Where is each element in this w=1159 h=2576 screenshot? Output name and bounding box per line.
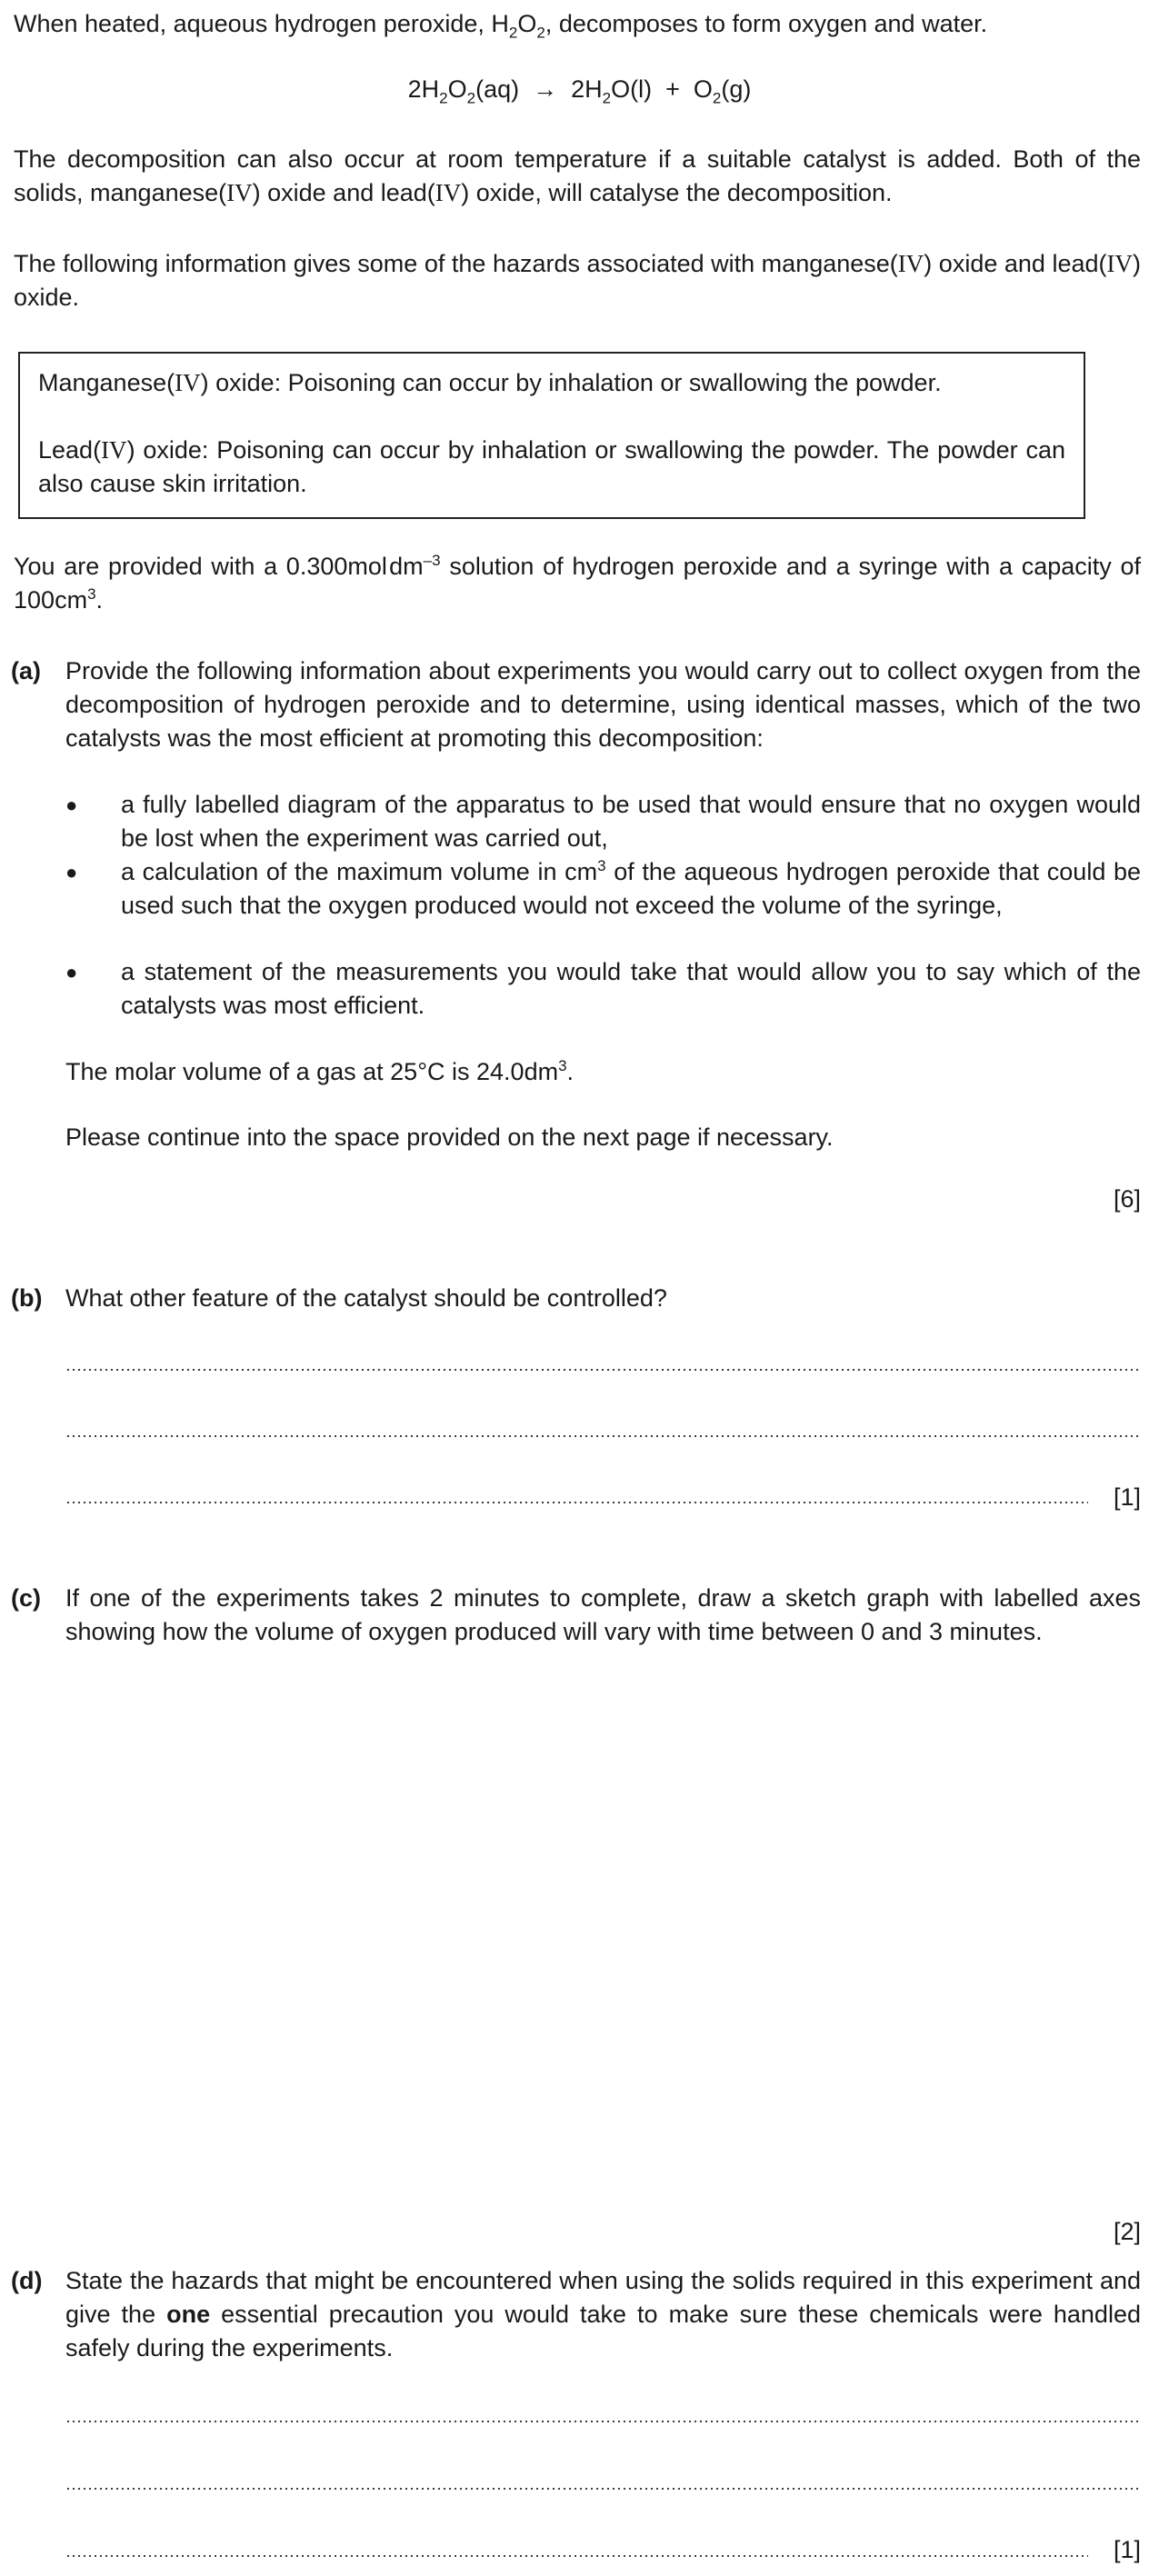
bullet-dot: ● — [65, 794, 78, 816]
provided-text: You are provided with a 0.300 — [14, 553, 348, 580]
question-c-text: If one of the experiments takes 2 minutes to complete, draw a sketch graph with labelled axes showing how the volume of oxygen produced will vary with time between 0 and 3 minutes. — [65, 1584, 1141, 1645]
eq-sub: 2 — [712, 89, 722, 107]
lead-hazard — [38, 434, 1065, 501]
eq-part: (g) — [721, 75, 752, 103]
bullet-dot: ● — [65, 961, 78, 983]
question-d-text — [65, 2264, 1141, 2365]
unit: cm — [55, 586, 88, 614]
question-a-label: (a) — [11, 657, 41, 684]
marks-c: [2] — [1113, 2218, 1141, 2245]
question-b-label: (b) — [11, 1284, 43, 1312]
eq-part: 2H — [407, 75, 440, 103]
intro-text: ) oxide and lead( — [252, 179, 435, 206]
roman-numeral: IV — [101, 436, 127, 464]
continue-note: Please continue into the space provided on the next page if necessary. — [65, 1123, 834, 1151]
question-a-text: Provide the following information about experiments you would carry out to collect oxygen from the decomposition of hydrogen peroxide and to determine, using identical masses, which of the two catalysts was the most efficient at promoting this decomposition: — [65, 657, 1141, 752]
intro-paragraph-3 — [14, 247, 1141, 315]
answer-line[interactable] — [65, 2421, 1141, 2422]
note-text: The molar volume of a gas at 25 — [65, 1058, 418, 1085]
answer-line[interactable] — [65, 2555, 1088, 2557]
hazard-info-box — [18, 352, 1085, 519]
unit: mol — [347, 553, 387, 580]
graph-answer-space[interactable] — [65, 1700, 1141, 2191]
marks-b: [1] — [1113, 1483, 1141, 1511]
emphasis: one — [166, 2301, 211, 2328]
marks-d: [1] — [1113, 2536, 1141, 2563]
roman-numeral: IV — [897, 250, 924, 277]
molar-volume-note — [65, 1055, 1141, 1089]
roman-numeral: IV — [435, 179, 462, 206]
bullet-text: of the aqueous hydrogen peroxide that could be used such that the oxygen produced would not exceed the volume of the syringe, — [121, 858, 1141, 919]
intro-text: When heated, aqueous hydrogen peroxide, H — [14, 10, 509, 37]
intro-text: ) oxide and lead( — [924, 250, 1107, 277]
answer-line[interactable] — [65, 1502, 1088, 1503]
intro-text: ) oxide, will catalyse the decomposition. — [461, 179, 893, 206]
hazard-text: ) oxide: Poisoning can occur by inhalation or swallowing the powder. — [200, 369, 942, 396]
hazard-text: ) oxide: Poisoning can occur by inhalation or swallowing the powder. The powder can also cause skin irritation. — [38, 436, 1065, 497]
note-text: is 24.0 — [445, 1058, 525, 1085]
unit: °C — [417, 1058, 445, 1085]
superscript: 3 — [87, 585, 96, 603]
roman-numeral: IV — [1106, 250, 1133, 277]
roman-numeral: IV — [226, 179, 253, 206]
question-text: State the hazards that might be encountered when using the solids required in this experiment and give the — [65, 2267, 1141, 2328]
question-b-text: What other feature of the catalyst should be controlled? — [65, 1284, 667, 1312]
hazard-text: Lead( — [38, 436, 102, 464]
eq-part: O — [693, 75, 713, 103]
provided-paragraph — [14, 550, 1141, 617]
bullet-text: a calculation of the maximum volume in cm — [121, 858, 598, 885]
eq-sub: 2 — [439, 89, 448, 107]
note-text: . — [566, 1058, 575, 1085]
eq-part: 2H — [571, 75, 603, 103]
intro-text: The following information gives some of the hazards associated with manganese( — [14, 250, 898, 277]
superscript: 3 — [558, 1057, 567, 1074]
intro-text: O — [517, 10, 537, 37]
question-c-label: (c) — [11, 1584, 41, 1612]
answer-line[interactable] — [65, 1435, 1141, 1437]
question-d-label: (d) — [11, 2267, 43, 2294]
subscript: 2 — [536, 24, 545, 42]
subscript: 2 — [508, 24, 518, 42]
intro-paragraph-2 — [14, 143, 1141, 210]
intro-paragraph-1 — [14, 7, 1141, 41]
eq-part: (aq) — [475, 75, 520, 103]
intro-text: , decomposes to form oxygen and water. — [545, 10, 988, 37]
manganese-hazard — [38, 366, 1065, 400]
bullet-measurements: a statement of the measurements you would take that would allow you to say which of the catalysts was most efficient. — [121, 958, 1141, 1019]
intro-text: ) oxide. — [14, 250, 1141, 311]
provided-text: . — [95, 586, 104, 614]
bullet-dot: ● — [65, 861, 78, 884]
eq-part: O — [447, 75, 467, 103]
hazard-text: Manganese( — [38, 369, 175, 396]
intro-text: The decomposition can also occur at room temperature if a suitable catalyst is added. Both of the solids, manganese( — [14, 145, 1141, 206]
superscript: 3 — [597, 857, 606, 874]
provided-text: solution of hydrogen peroxide and a syringe with a capacity of 100 — [14, 553, 1141, 614]
unit: dm — [389, 553, 424, 580]
eq-sub: 2 — [466, 89, 476, 107]
answer-line[interactable] — [65, 1369, 1141, 1371]
plus-sign: + — [665, 75, 680, 103]
unit: dm — [524, 1058, 559, 1085]
eq-sub: 2 — [602, 89, 612, 107]
superscript: –3 — [423, 552, 441, 569]
bullet-diagram: a fully labelled diagram of the apparatus to be used that would ensure that no oxygen would be lost when the experiment was carried out, — [121, 791, 1141, 852]
bullet-calculation — [121, 855, 1141, 923]
answer-line[interactable] — [65, 2488, 1141, 2490]
reaction-arrow: → — [533, 75, 558, 103]
question-text: essential precaution you would take to make sure these chemicals were handled safely during the experiments. — [65, 2301, 1141, 2361]
eq-part: O(l) — [611, 75, 653, 103]
roman-numeral: IV — [175, 369, 201, 396]
marks-a: [6] — [1113, 1185, 1141, 1213]
decomposition-equation — [0, 73, 1159, 106]
